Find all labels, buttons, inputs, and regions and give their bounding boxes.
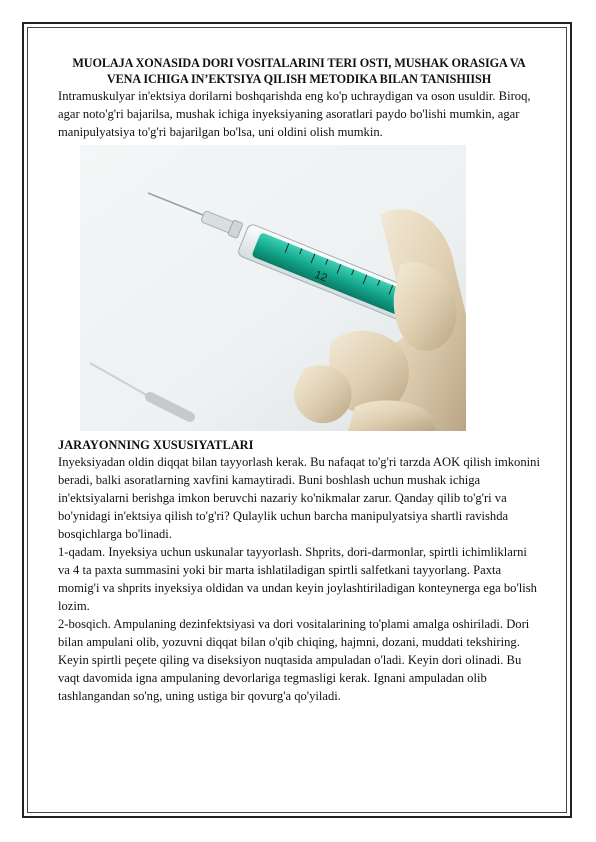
document-title: MUOLAJA XONASIDA DORI VOSITALARINI TERI OSTI, MUSHAK ORASIGA VA VENA ICHIGA IN’EKTSIYA QILISH METODIKA BILAN TANISHIISH bbox=[72, 56, 526, 86]
section-heading: JARAYONNING XUSUSIYATLARI bbox=[58, 438, 254, 452]
paragraph-preparation: Inyeksiyadan oldin diqqat bilan tayyorlash kerak. Bu nafaqat to'g'ri tarzda AOK qilish imkonini beradi, balki asoratlarning xavfini kamaytiradi. Buni boshlash uchun mushak ichiga in'ektsiyalarni berishga imkon beruvchi nazariy ko'nikmalar zarur. Qanday qilib to'g'ri va bo'ynidagi in'ektsiya qilish to'g'ri? Qulaylik uchun barcha manipulyatsiya shartli ravishda bosqichlarga bo'linadi. bbox=[58, 455, 540, 541]
paragraph-step-1: 1-qadam. Inyeksiya uchun uskunalar tayyorlash. Shprits, dori-darmonlar, spirtli ichimliklarni va 4 ta paxta summasini yoki bir marta ishlatiladigan spirtli salfetkani tayyorlang. Paxta momig'i va shprits inyeksiya oldidan va undan keyin joylashtiriladigan konteynerga ega bo'lish lozim. bbox=[58, 545, 537, 613]
syringe-illustration bbox=[80, 145, 466, 431]
syringe-scale-label: 12 bbox=[312, 268, 329, 285]
syringe-photo bbox=[80, 145, 466, 431]
intro-paragraph: Intramuskulyar in'ektsiya dorilarni boshqarishda eng ko'p uchraydigan va oson usuldir. Biroq, agar noto'g'ri bajarilsa, mushak ichiga inyeksiyaning asoratlari paydo bo'lishi mumkin, agar manipulyatsiya to'g'ri bajarilgan bo'lsa, uni oldini olish mumkin. bbox=[58, 89, 531, 139]
paragraph-step-2: 2-bosqich. Ampulaning dezinfektsiyasi va dori vositalarining to'plami amalga oshiriladi. Dori bilan ampulani olib, yozuvni diqqat bilan o'qib chiqing, hajmni, dozani, muddati tekshiring. Keyin spirtli peçete qiling va diseksiyon nuqtasida ampuladan o'ladi. Keyin dori olinadi. Bu vaqt davomida igna ampulaning devorlariga tegmasligi kerak. Ignani ampuladan olib tashlangandan so'ng, uning ustiga bir qovurg'a qo'yiladi. bbox=[58, 617, 530, 703]
document-body bbox=[58, 55, 540, 705]
